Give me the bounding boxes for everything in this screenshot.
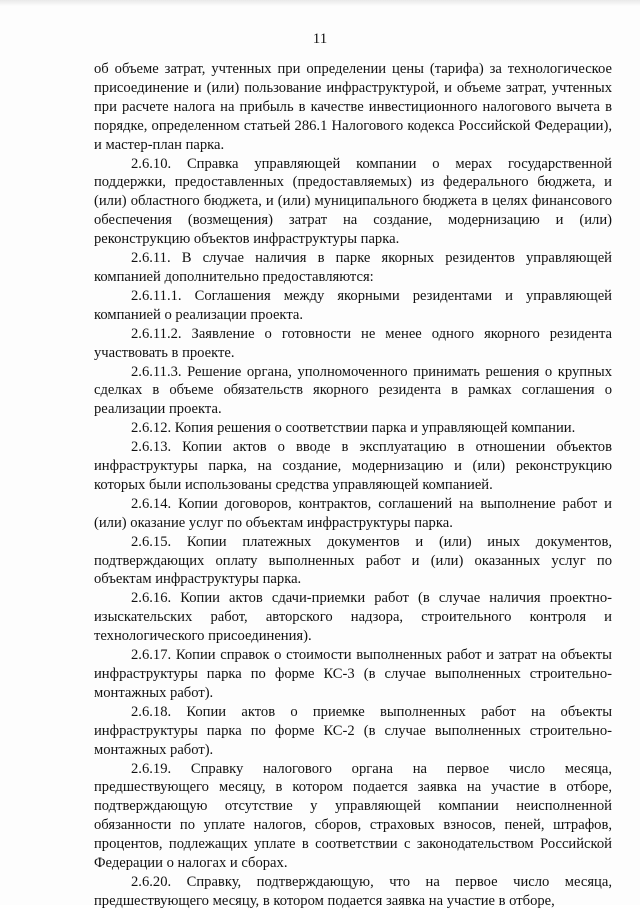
paragraph-continuation: об объеме затрат, учтенных при определении цены (тарифа) за технологическое присоединение и (или) пользование инфраструктурой, и объеме затрат, учтенных при расчете налога на прибыль в качестве инвестиционного налогового вычета в порядке, определенном статьей 286.1 Налогового кодекса Российской Федерации), и мастер-план парка. [94, 61, 612, 153]
document-body [94, 60, 612, 911]
paragraph-2-6-12: 2.6.12. Копия решения о соответствии парка и управляющей компании. [131, 420, 576, 437]
paragraph-2-6-18: 2.6.18. Копии актов о приемке выполненных работ на объекты инфраструктуры парка по форме КС-2 (в случае выполненных строительно-монтажных работ). [94, 703, 612, 758]
paragraph-2-6-17: 2.6.17. Копии справок о стоимости выполненных работ и затрат на объекты инфраструктуры парка по форме КС-3 (в случае выполненных строительно-монтажных работ). [94, 647, 612, 701]
paragraph-2-6-11-3: 2.6.11.3. Решение органа, уполномоченного принимать решения о крупных сделках в объеме обязательств якорного резидента в рамках соглашения о реализации проекта. [94, 363, 612, 418]
paragraph-2-6-11-1: 2.6.11.1. Соглашения между якорными резидентами и управляющей компанией о реализации проекта. [94, 287, 612, 323]
paragraph-2-6-19: 2.6.19. Справку налогового органа на первое число месяца, предшествующего месяцу, в котором подается заявка на участие в отборе, подтверждающую отсутствие у управляющей компании неисполненной обязанности по уплате налогов, сборов, страховых взносов, пеней, штрафов, процентов, подлежащих уплате в соответствии с законодательством Российской Федерации о налогах и сборах. [94, 760, 612, 872]
paragraph-2-6-20: 2.6.20. Справку, подтверждающую, что на первое число месяца, предшествующего месяцу, в котором подается заявка на участие в отборе, [94, 873, 612, 909]
paragraph-2-6-13: 2.6.13. Копии актов о вводе в эксплуатацию в отношении объектов инфраструктуры парка, на создание, модернизацию и (или) реконструкцию которых были использованы средства управляющей компанией. [94, 439, 612, 493]
paragraph-2-6-15: 2.6.15. Копии платежных документов и (или) иных документов, подтверждающих оплату выполненных работ и (или) оказанных услуг по объектам инфраструктуры парка. [94, 533, 612, 588]
paragraph-2-6-10: 2.6.10. Справка управляющей компании о мерах государственной поддержки, предоставленных (предоставляемых) из федерального бюджета, и (или) областного бюджета, и (или) муниципального бюджета в целях финансового обеспечения (возмещения) затрат на создание, модернизацию и (или) реконструкцию объектов инфраструктуры парка. [94, 155, 612, 248]
scan-top-edge [0, 0, 640, 6]
paragraph-2-6-16: 2.6.16. Копии актов сдачи-приемки работ (в случае наличия проектно-изыскательских работ, авторского надзора, строительного контроля и технологического присоединения). [94, 590, 612, 645]
paragraph-2-6-11-2: 2.6.11.2. Заявление о готовности не менее одного якорного резидента участвовать в проекте. [94, 325, 612, 361]
page-number: 11 [312, 31, 328, 47]
paragraph-2-6-11: 2.6.11. В случае наличия в парке якорных резидентов управляющей компанией дополнительно предоставляются: [94, 250, 612, 285]
paragraph-2-6-14: 2.6.14. Копии договоров, контрактов, соглашений на выполнение работ и (или) оказание услуг по объектам инфраструктуры парка. [94, 495, 612, 531]
